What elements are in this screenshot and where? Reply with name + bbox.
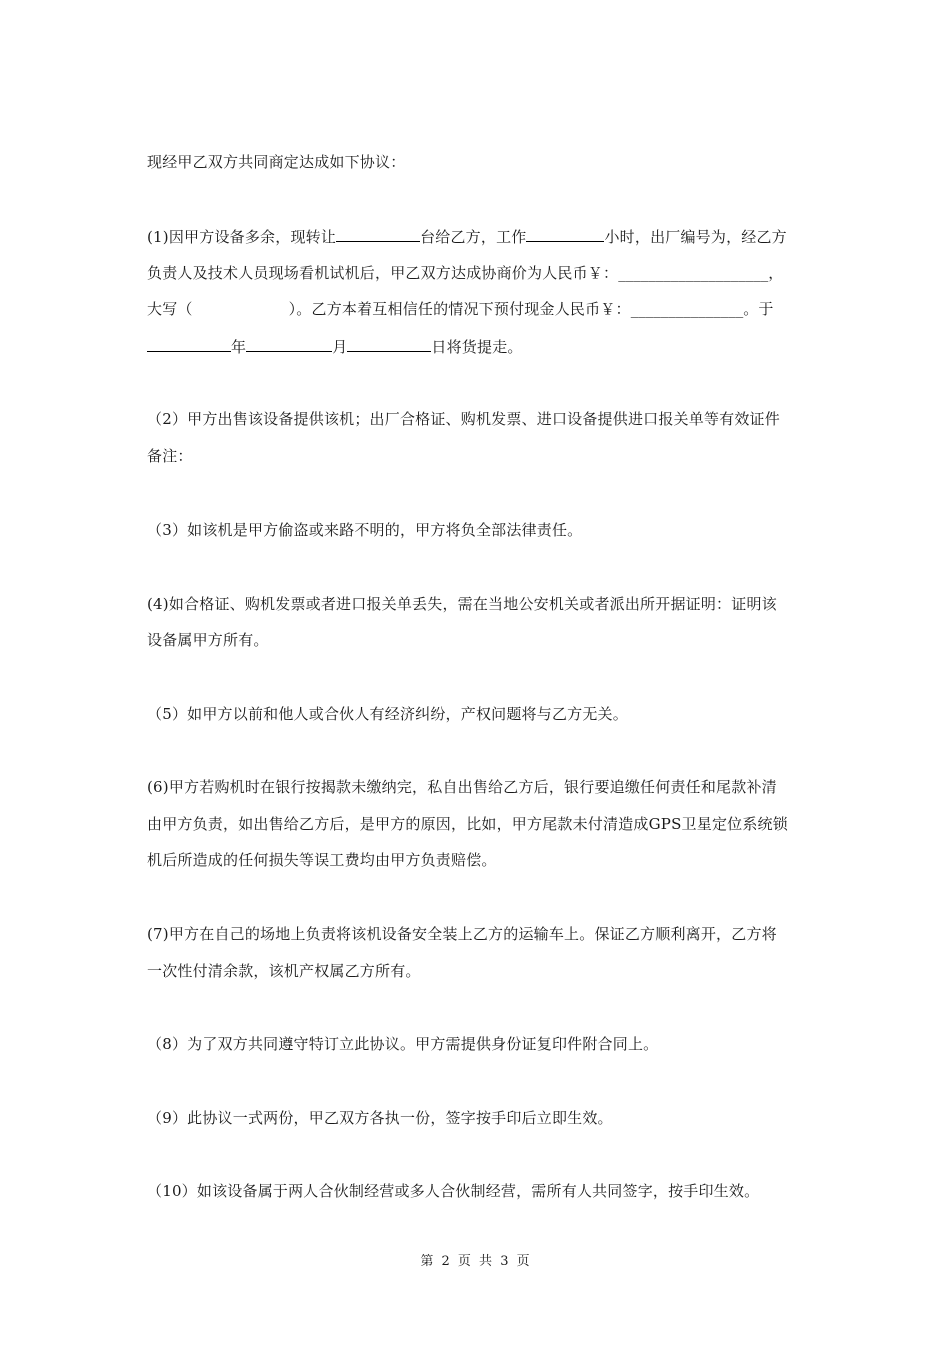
item-10: （10）如该设备属于两人合伙制经营或多人合伙制经营，需所有人共同签字，按手印生效。 <box>147 1182 760 1200</box>
item-5: （5）如甲方以前和他人或合伙人有经济纠纷，产权问题将与乙方无关。 <box>147 705 628 723</box>
item-2-line-1: （2）甲方出售该设备提供该机；出厂合格证、购机发票、进口设备提供进口报关单等有效证件 <box>147 410 780 428</box>
item-6-line-2: 由甲方负责，如出售给乙方后，是甲方的原因，比如，甲方尾款未付清造成GPS卫星定位系统锁 <box>147 815 788 833</box>
prepayment-blank: _______________ <box>630 300 744 318</box>
item-6-line-1: (6)甲方若购机时在银行按揭款未缴纳完，私自出售给乙方后，银行要追缴任何责任和尾款补清 <box>147 778 777 796</box>
year-blank <box>147 336 231 352</box>
item-1-text-d: 负责人及技术人员现场看机试机后，甲乙双方达成协商价为人民币￥： <box>147 264 619 282</box>
price-blank: ____________________ <box>618 264 769 282</box>
item-1-text-h: 。于 <box>743 300 774 318</box>
item-8: （8）为了双方共同遵守特订立此协议。甲方需提供身份证复印件附合同上。 <box>147 1035 659 1053</box>
item-9: （9）此协议一式两份，甲乙双方各执一份，签字按手印后立即生效。 <box>147 1109 613 1127</box>
item-1-line-3 <box>147 299 774 319</box>
item-2-line-2: 备注： <box>147 447 193 465</box>
intro-text: 现经甲乙双方共同商定达成如下协议： <box>147 153 406 171</box>
year-label: 年 <box>231 338 247 356</box>
item-4-line-1: (4)如合格证、购机发票或者进口报关单丢失，需在当地公安机关或者派出所开据证明：证明该 <box>147 595 777 613</box>
month-blank <box>246 336 332 352</box>
item-4-line-2: 设备属甲方所有。 <box>147 631 269 649</box>
day-blank <box>347 336 431 352</box>
item-1-text-g: ）。乙方本着互相信任的情况下预付现金人民币￥： <box>288 300 631 318</box>
item-1-text-f: 大写（ <box>147 300 193 318</box>
day-label: 日将货提走。 <box>431 338 523 356</box>
hours-blank <box>526 226 604 242</box>
page-number-footer: 第 2 页 共 3 页 <box>420 1254 530 1269</box>
item-1-text-e: ， <box>768 264 784 282</box>
item-1-line-1 <box>147 226 787 247</box>
item-1-line-2 <box>147 263 783 283</box>
item-1-text-c: 小时，出厂编号为，经乙方 <box>604 228 787 246</box>
item-1-text-b: 台给乙方，工作 <box>420 228 527 246</box>
item-3: （3）如该机是甲方偷盗或来路不明的，甲方将负全部法律责任。 <box>147 521 583 539</box>
month-label: 月 <box>332 338 348 356</box>
item-1-text-a: (1)因甲方设备多余，现转让 <box>147 228 337 246</box>
item-7-line-1: (7)甲方在自己的场地上负责将该机设备安全装上乙方的运输车上。保证乙方顺利离开，乙方将 <box>147 925 777 943</box>
quantity-blank <box>336 226 420 242</box>
item-1-line-4 <box>147 336 523 357</box>
item-6-line-3: 机后所造成的任何损失等误工费均由甲方负责赔偿。 <box>147 851 497 869</box>
item-7-line-2: 一次性付清余款，该机产权属乙方所有。 <box>147 962 421 980</box>
